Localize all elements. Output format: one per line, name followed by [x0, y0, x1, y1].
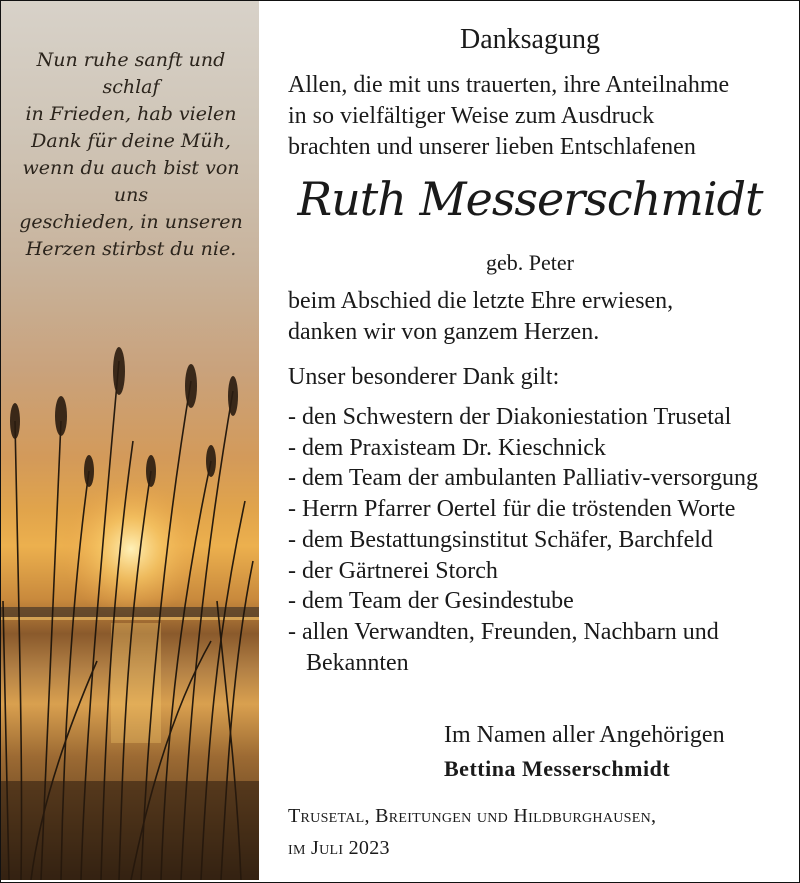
- special-thanks-list: [288, 402, 798, 678]
- verse-line: Herzen stirbst du nie.: [25, 238, 237, 260]
- sunset-reed-photo: [1, 1, 259, 880]
- notice-title: Danksagung: [460, 24, 600, 55]
- signature-name: Bettina Messerschmidt: [444, 756, 671, 781]
- list-item: - dem Praxisteam Dr. Kieschnick: [288, 434, 606, 461]
- verse-line: Dank für deine Müh,: [31, 130, 231, 152]
- verse-line: in Frieden, hab vielen: [25, 103, 237, 125]
- list-item: - dem Team der ambulanten Palliativ-versorgung: [288, 465, 758, 492]
- thanks-text: [288, 286, 673, 348]
- verse-line: wenn du auch bist von uns: [22, 157, 240, 206]
- intro-text: [288, 70, 729, 163]
- list-item: - Herrn Pfarrer Oertel für die tröstenden Worte: [288, 496, 736, 523]
- birth-name: geb. Peter: [486, 250, 574, 275]
- verse-line: Nun ruhe sanft und schlaf: [36, 49, 226, 98]
- memorial-verse: [7, 47, 255, 263]
- intro-line: Allen, die mit uns trauerten, ihre Anteilnahme: [288, 72, 730, 98]
- special-thanks-heading: Unser besonderer Dank gilt:: [288, 364, 560, 390]
- list-item: - allen Verwandten, Freunden, Nachbarn und Bekannten: [288, 618, 719, 676]
- date-line: im Juli 2023: [288, 837, 390, 859]
- list-item: - dem Team der Gesindestube: [288, 588, 574, 615]
- list-item: - der Gärtnerei Storch: [288, 557, 498, 584]
- verse-line: geschieden, in unseren: [19, 211, 243, 233]
- thanks-line: danken wir von ganzem Herzen.: [288, 319, 600, 345]
- intro-line: in so vielfältiger Weise zum Ausdruck: [288, 103, 655, 129]
- list-item: - dem Bestattungsinstitut Schäfer, Barchfeld: [288, 526, 713, 553]
- place-and-date: [288, 800, 656, 864]
- intro-line: brachten und unserer lieben Entschlafenen: [288, 134, 696, 160]
- place-line: Trusetal, Breitungen und Hildburghausen,: [288, 805, 657, 827]
- list-item: - den Schwestern der Diakoniestation Trusetal: [288, 404, 732, 430]
- thanks-line: beim Abschied die letzte Ehre erwiesen,: [288, 288, 674, 314]
- signature-line: Im Namen aller Angehörigen: [444, 722, 725, 748]
- deceased-name: Ruth Messerschmidt: [297, 172, 763, 226]
